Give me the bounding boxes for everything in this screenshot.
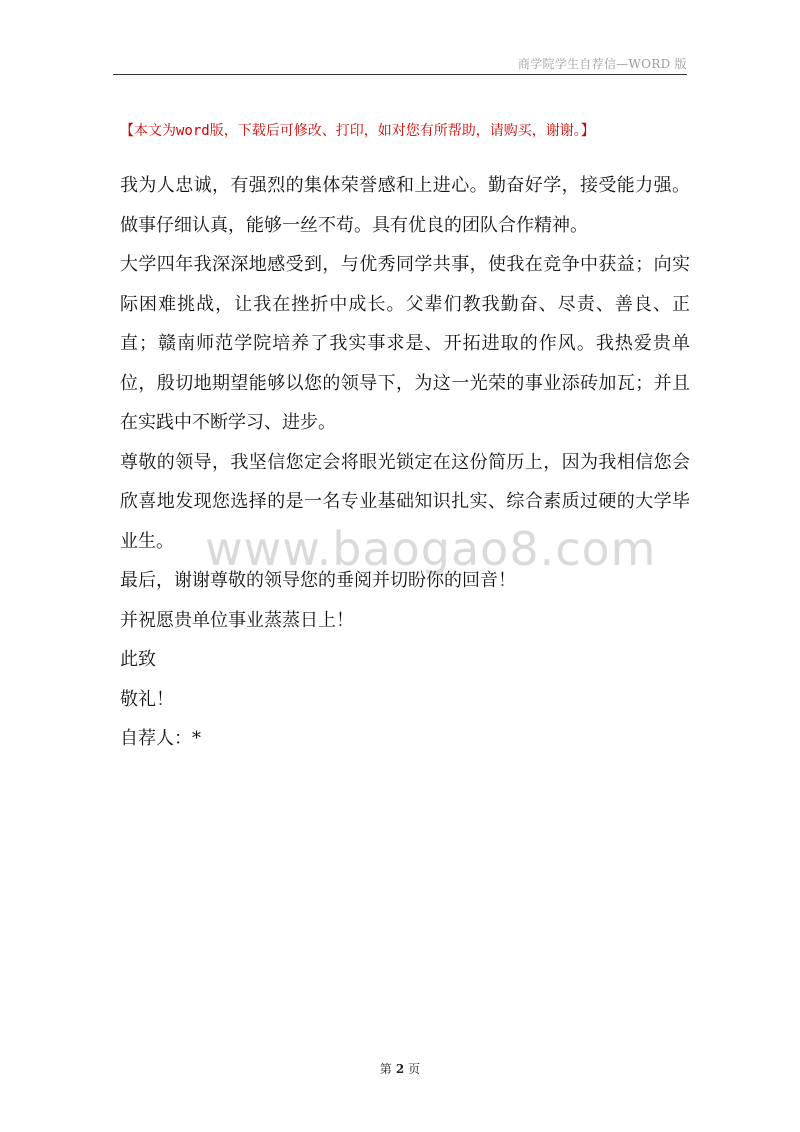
page-header-title: 商学院学生自荐信—WORD 版 — [517, 57, 687, 71]
download-notice: 【本文为word版，下载后可修改、打印，如对您有所帮助，请购买，谢谢。】 — [120, 123, 595, 139]
header-divider — [113, 74, 687, 75]
letter-body — [120, 166, 690, 759]
closing-salutation: 此致 — [120, 649, 156, 670]
paragraph-wishes: 并祝愿贵单位事业蒸蒸日上！ — [120, 609, 354, 631]
page-number-footer — [0, 1060, 800, 1077]
paragraph-thanks: 最后，谢谢尊敬的领导您的垂阅并切盼你的回音！ — [120, 570, 516, 591]
page-number: 2 — [395, 1062, 405, 1076]
paragraph-university: 大学四年我深深地感受到，与优秀同学共事，使我在竞争中获益；向实际困难挑战，让我在挫折中成长。父辈们教我勤奋、尽责、善良、正直；赣南师范学院培养了我实事求是、开拓进取的作风。我热爱贵单位，殷切地期望能够以您的领导下，为这一光荣的事业添砖加瓦；并且在实践中不断学习、进步。 — [120, 254, 690, 433]
watermark-text: www.baogao8.com — [205, 522, 657, 576]
closing-regards: 敬礼！ — [120, 688, 174, 710]
page-suffix: 页 — [408, 1062, 421, 1076]
page-prefix: 第 — [379, 1062, 392, 1076]
paragraph-confidence: 尊敬的领导，我坚信您定会将眼光锁定在这份简历上，因为我相信您会欣喜地发现您选择的是一名专业基础知识扎实、综合素质过硬的大学毕业生。 — [120, 451, 690, 552]
paragraph-character: 我为人忠诚，有强烈的集体荣誉感和上进心。勤奋好学，接受能力强。做事仔细认真，能够一丝不苟。具有优良的团队合作精神。 — [120, 175, 690, 236]
signature-line: 自荐人：* — [120, 728, 201, 749]
